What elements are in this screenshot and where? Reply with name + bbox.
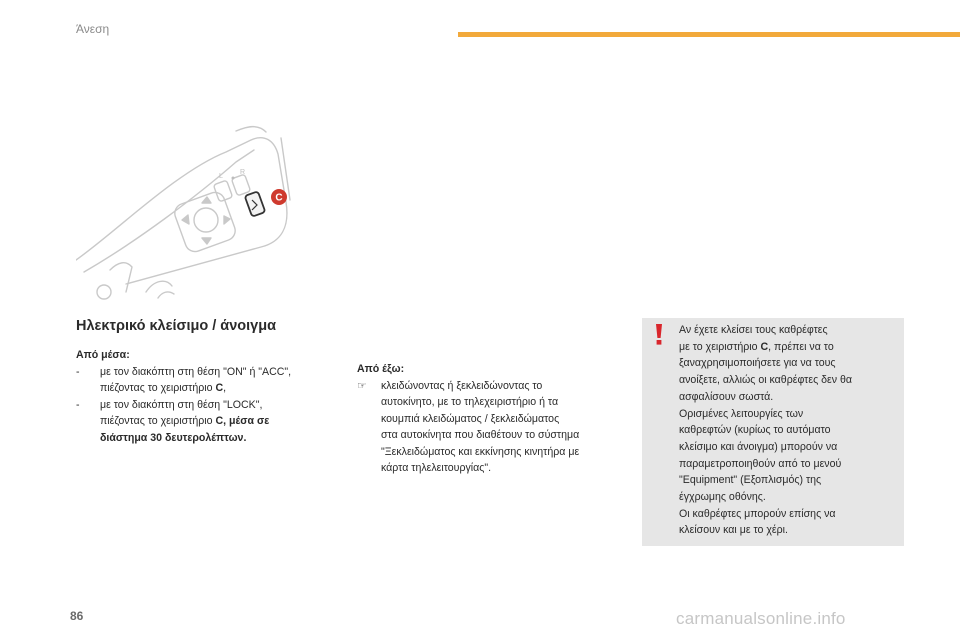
- outside-line-1: κλειδώνοντας ή ξεκλειδώνοντας το: [381, 379, 543, 392]
- outside-line-6: κάρτα τηλελειτουργίας".: [381, 462, 492, 474]
- note-line-3: ξαναχρησιμοποιήσετε για να τους: [679, 357, 836, 370]
- mirror-select-dot: [232, 177, 235, 180]
- inside-instructions: [76, 347, 346, 446]
- inside-item-2-line1: με τον διακόπτη στη θέση "LOCK",: [100, 398, 263, 411]
- note-line-7: καθρεφτών (κυρίως το αυτόματο: [679, 424, 831, 437]
- inside-item-2-line2: πιέζοντας το χειριστήριο C, μέσα σε: [100, 415, 270, 427]
- outside-line-4: στα αυτοκίνητα που διαθέτουν το σύστημα: [381, 429, 580, 441]
- outside-item: [357, 378, 627, 477]
- inside-item-1: [76, 364, 346, 397]
- inside-heading: Από μέσα:: [76, 349, 130, 361]
- outside-line-2: αυτοκίνητο, με το τηλεχειριστήριο ή τα: [381, 396, 559, 408]
- mirror-select-right-label: R: [240, 169, 246, 176]
- joystick-arrow-right: [224, 216, 230, 224]
- page-number: 86: [70, 609, 84, 623]
- watermark-text: carmanualsonline.info: [676, 609, 846, 628]
- header-accent-rule: [458, 32, 960, 37]
- mirror-joystick-knob: [194, 208, 218, 232]
- note-line-4: ανοίξετε, αλλιώς οι καθρέφτες δεν θα: [679, 374, 852, 387]
- outside-heading: Από έξω:: [357, 363, 405, 375]
- joystick-arrow-left: [182, 215, 189, 224]
- joystick-arrow-down: [202, 238, 211, 244]
- fold-mirror-button: [245, 191, 266, 216]
- inside-item-2: [76, 397, 346, 447]
- inside-item-1-line2: πιέζοντας το χειριστήριο C,: [100, 382, 227, 394]
- inside-item-2-line3: διάστημα 30 δευτερολέπτων.: [100, 431, 247, 444]
- note-line-12: Οι καθρέφτες μπορούν επίσης να: [679, 507, 836, 520]
- section-heading: Ηλεκτρικό κλείσιμο / άνοιγμα: [76, 318, 276, 334]
- note-line-8: κλείσιμο και άνοιγμα) μπορούν να: [679, 440, 838, 453]
- note-line-11: έγχρωμης οθόνης.: [679, 491, 766, 504]
- note-line-13: κλείσουν και με το χέρι.: [679, 524, 788, 537]
- note-line-9: παραμετροποιηθούν από το μενού: [679, 457, 842, 470]
- inside-item-1-line1: με τον διακόπτη στη θέση "ON" ή "ACC",: [100, 365, 292, 378]
- pointing-hand-icon: ☞: [357, 379, 367, 392]
- outside-line-3: κουμπιά κλειδώματος / ξεκλειδώματος: [381, 412, 560, 425]
- section-label: Άνεση: [76, 22, 110, 36]
- outside-instructions: [357, 361, 627, 477]
- mirror-select-left-label: L: [219, 173, 223, 180]
- joystick-arrow-up: [202, 197, 211, 203]
- warning-exclamation-icon: [652, 323, 666, 345]
- note-line-2: με το χειριστήριο C, πρέπει να το: [679, 340, 834, 353]
- warning-note-text: [679, 322, 899, 539]
- mirror-control-illustration: [76, 102, 376, 305]
- outside-line-5: "Ξεκλειδώματος και εκκίνησης κινητήρα με: [381, 445, 580, 458]
- note-line-5: ασφαλίσουν σωστά.: [679, 390, 774, 403]
- dash-marker: -: [76, 398, 80, 411]
- callout-c-letter: C: [275, 192, 283, 204]
- dash-marker: -: [76, 365, 80, 378]
- mirror-select-left-button: [213, 180, 232, 202]
- note-line-1: Αν έχετε κλείσει τους καθρέφτες: [679, 324, 828, 336]
- note-line-10: "Equipment" (Εξοπλισμός) της: [679, 474, 822, 487]
- note-line-6: Ορισμένες λειτουργίες των: [679, 407, 804, 420]
